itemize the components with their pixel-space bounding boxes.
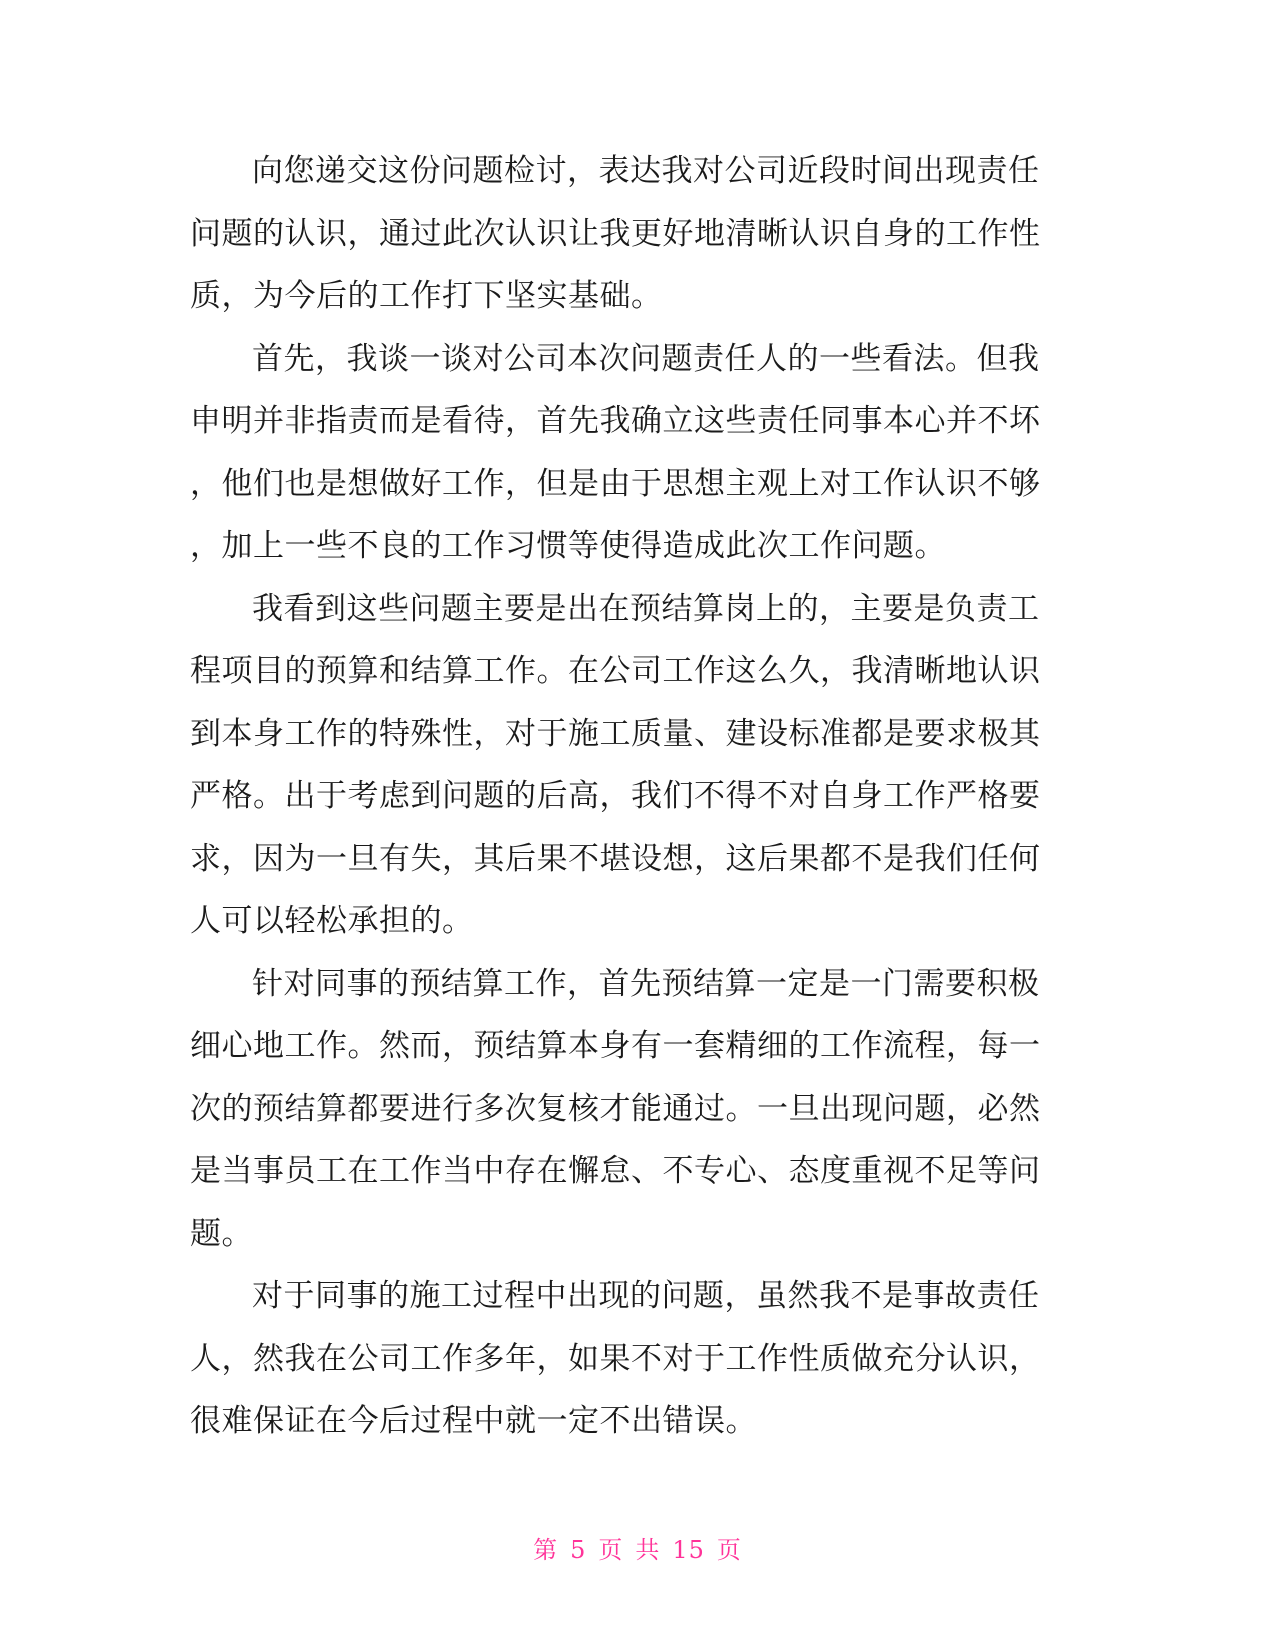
text-line: 申明并非指责而是看待，首先我确立这些责任同事本心并不坏 bbox=[190, 403, 1041, 439]
text-line: 题。 bbox=[190, 1215, 253, 1252]
text-line: 是当事员工在工作当中存在懈怠、不专心、态度重视不足等问 bbox=[190, 1153, 1041, 1189]
paragraph-5 bbox=[190, 1265, 1086, 1453]
text-line: 程项目的预算和结算工作。在公司工作这么久，我清晰地认识 bbox=[190, 653, 1041, 689]
text-line: 人，然我在公司工作多年，如果不对于工作性质做充分认识， bbox=[190, 1340, 1041, 1377]
text-line: 针对同事的预结算工作，首先预结算一定是一门需要积极 bbox=[252, 965, 1040, 1002]
text-line: 问题的认识，通过此次认识让我更好地清晰认识自身的工作性 bbox=[190, 215, 1041, 252]
text-line: 对于同事的施工过程中出现的问题，虽然我不是事故责任 bbox=[252, 1278, 1040, 1314]
text-line: 首先，我谈一谈对公司本次问题责任人的一些看法。但我 bbox=[252, 340, 1040, 377]
page-number-footer bbox=[0, 1530, 1275, 1565]
text-line: 求，因为一旦有失，其后果不堪设想，这后果都不是我们任何 bbox=[190, 840, 1041, 877]
text-line: 质，为今后的工作打下坚实基础。 bbox=[190, 278, 663, 314]
document-body bbox=[190, 140, 1086, 1453]
footer-prefix: 第 bbox=[533, 1536, 559, 1564]
text-line: 严格。出于考虑到问题的后高，我们不得不对自身工作严格要 bbox=[190, 778, 1041, 814]
footer-suffix: 页 bbox=[716, 1536, 742, 1564]
total-pages-number: 15 bbox=[672, 1536, 705, 1564]
text-line: 到本身工作的特殊性，对于施工质量、建设标准都是要求极其 bbox=[190, 715, 1041, 752]
footer-page-word: 页 bbox=[598, 1536, 624, 1564]
text-line: 次的预结算都要进行多次复核才能通过。一旦出现问题，必然 bbox=[190, 1090, 1041, 1127]
paragraph-4 bbox=[190, 953, 1086, 1266]
text-line: 向您递交这份问题检讨，表达我对公司近段时间出现责任 bbox=[252, 153, 1040, 189]
paragraph-3 bbox=[190, 578, 1086, 953]
current-page-number: 5 bbox=[570, 1536, 587, 1564]
text-line: 人可以轻松承担的。 bbox=[190, 903, 474, 939]
paragraph-2 bbox=[190, 328, 1086, 578]
text-line: 很难保证在今后过程中就一定不出错误。 bbox=[190, 1403, 757, 1439]
text-line: ，他们也是想做好工作，但是由于思想主观上对工作认识不够 bbox=[190, 465, 1041, 502]
text-line: ，加上一些不良的工作习惯等使得造成此次工作问题。 bbox=[190, 528, 946, 564]
footer-total-word: 共 bbox=[635, 1536, 661, 1564]
text-line: 细心地工作。然而，预结算本身有一套精细的工作流程，每一 bbox=[190, 1028, 1041, 1064]
paragraph-1 bbox=[190, 140, 1086, 328]
text-line: 我看到这些问题主要是出在预结算岗上的，主要是负责工 bbox=[252, 590, 1040, 627]
